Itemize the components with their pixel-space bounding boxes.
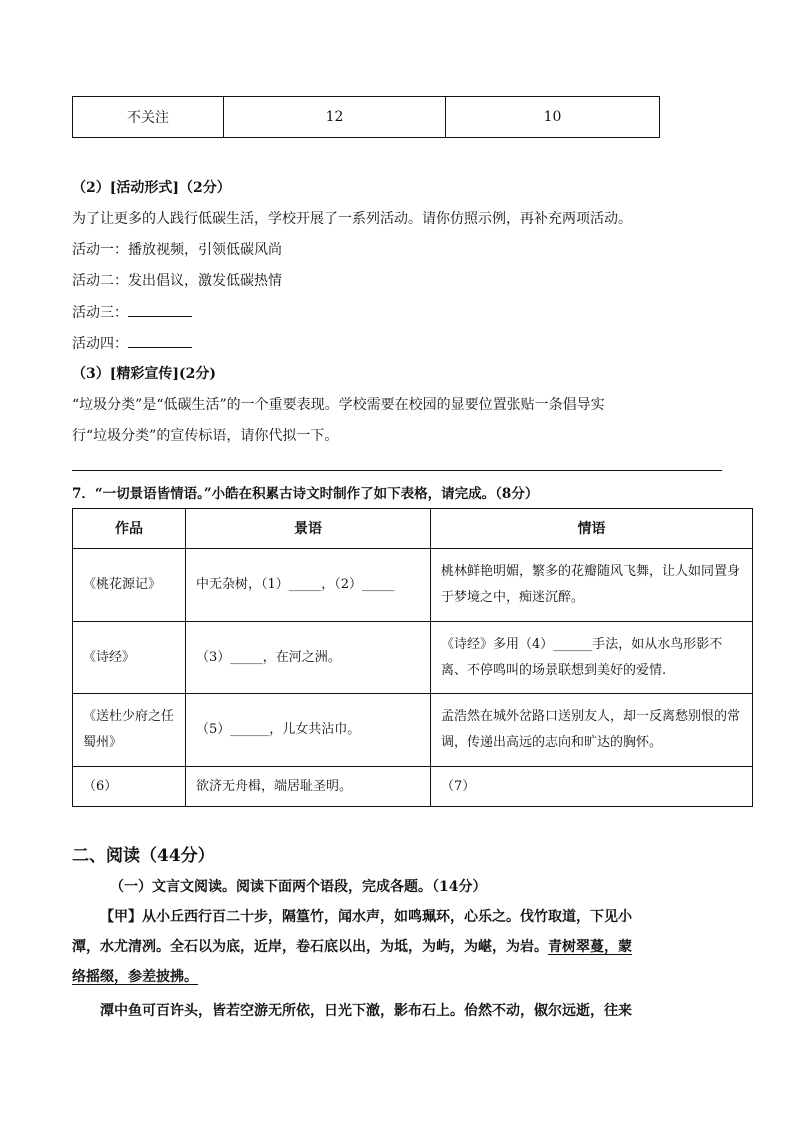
activity-4-label: 活动四： xyxy=(72,336,128,352)
emotion-cell: 孟浩然在城外岔路口送别友人，却一反离愁别恨的常调，传递出高远的志向和旷达的胸怀。 xyxy=(431,694,753,767)
col-header-work: 作品 xyxy=(73,509,186,549)
passage-jia-line2 xyxy=(72,932,722,962)
table-header-row xyxy=(73,509,753,549)
q3-text-line2: 行“垃圾分类”的宣传标语，请你代拟一下。 xyxy=(72,428,339,444)
scene-cell: 欲济无舟楫，端居耻圣明。 xyxy=(186,767,431,807)
answer-line[interactable] xyxy=(72,470,722,471)
table-cell: 12 xyxy=(224,97,446,138)
q7-title: 7．“一切景语皆情语。”小皓在积累古诗文时制作了如下表格，请完成。（8分） xyxy=(72,486,539,502)
underlined-text: 青树翠蔓，蒙 xyxy=(548,939,632,955)
col-header-emotion: 情语 xyxy=(431,509,753,549)
passage-jia-line1: 【甲】从小丘西行百二十步，隔篁竹，闻水声，如鸣珮环，心乐之。伐竹取道，下见小 xyxy=(100,909,632,925)
scene-cell: （3）_____，在河之洲。 xyxy=(186,622,431,694)
work-cell: （6） xyxy=(73,767,186,807)
table-row xyxy=(73,694,753,767)
scene-cell: （5）______，儿女共沾巾。 xyxy=(186,694,431,767)
answer-blank[interactable] xyxy=(128,333,192,348)
activity-3 xyxy=(72,302,192,323)
table-row xyxy=(73,97,660,138)
poetry-table xyxy=(72,508,753,807)
emotion-cell: 桃林鲜艳明媚，繁多的花瓣随风飞舞，让人如同置身于梦境之中，痴迷沉醉。 xyxy=(431,549,753,622)
activity-1: 活动一：播放视频，引领低碳风尚 xyxy=(72,242,282,258)
passage-text: 潭，水尤清冽。全石以为底，近岸，卷石底以出，为坻，为屿，为嵁，为岩。 xyxy=(72,939,548,955)
q3-text-line1: “垃圾分类”是“低碳生活”的一个重要表现。学校需要在校园的显要位置张贴一条倡导实 xyxy=(72,397,605,413)
section-title: 二、阅读（44分） xyxy=(72,846,215,866)
col-header-scene: 景语 xyxy=(186,509,431,549)
table-cell: 不关注 xyxy=(73,97,224,138)
q2-instruction: 为了让更多的人践行低碳生活，学校开展了一系列活动。请你仿照示例，再补充两项活动。 xyxy=(72,211,632,227)
section-subtitle: （一）文言文阅读。阅读下面两个语段，完成各题。（14分） xyxy=(110,879,487,895)
table-row xyxy=(73,767,753,807)
passage-jia-para2-line1: 潭中鱼可百许头，皆若空游无所依，日光下澈，影布石上。佁然不动，俶尔远逝，往来 xyxy=(100,1003,632,1019)
emotion-cell: （7） xyxy=(431,767,753,807)
scene-cell: 中无杂树，（1）_____，（2）_____ xyxy=(186,549,431,622)
activity-2: 活动二：发出倡议，激发低碳热情 xyxy=(72,273,282,289)
table-cell: 10 xyxy=(446,97,660,138)
table-row xyxy=(73,549,753,622)
work-cell: 《诗经》 xyxy=(73,622,186,694)
activity-3-label: 活动三： xyxy=(72,305,128,321)
work-cell: 《桃花源记》 xyxy=(73,549,186,622)
q3-heading: （3）[精彩宣传](2分) xyxy=(72,366,216,382)
passage-jia-line3 xyxy=(72,962,722,992)
emotion-cell: 《诗经》多用（4）______手法，如从水鸟形影不离、不停鸣叫的场景联想到美好的爱情. xyxy=(431,622,753,694)
survey-table xyxy=(72,96,660,138)
work-cell: 《送杜少府之任蜀州》 xyxy=(73,694,186,767)
q2-heading: （2）[活动形式]（2分） xyxy=(72,180,231,196)
underlined-text: 络摇缀，参差披拂。 xyxy=(72,969,198,985)
table-row xyxy=(73,622,753,694)
answer-blank[interactable] xyxy=(128,302,192,317)
activity-4 xyxy=(72,333,192,354)
